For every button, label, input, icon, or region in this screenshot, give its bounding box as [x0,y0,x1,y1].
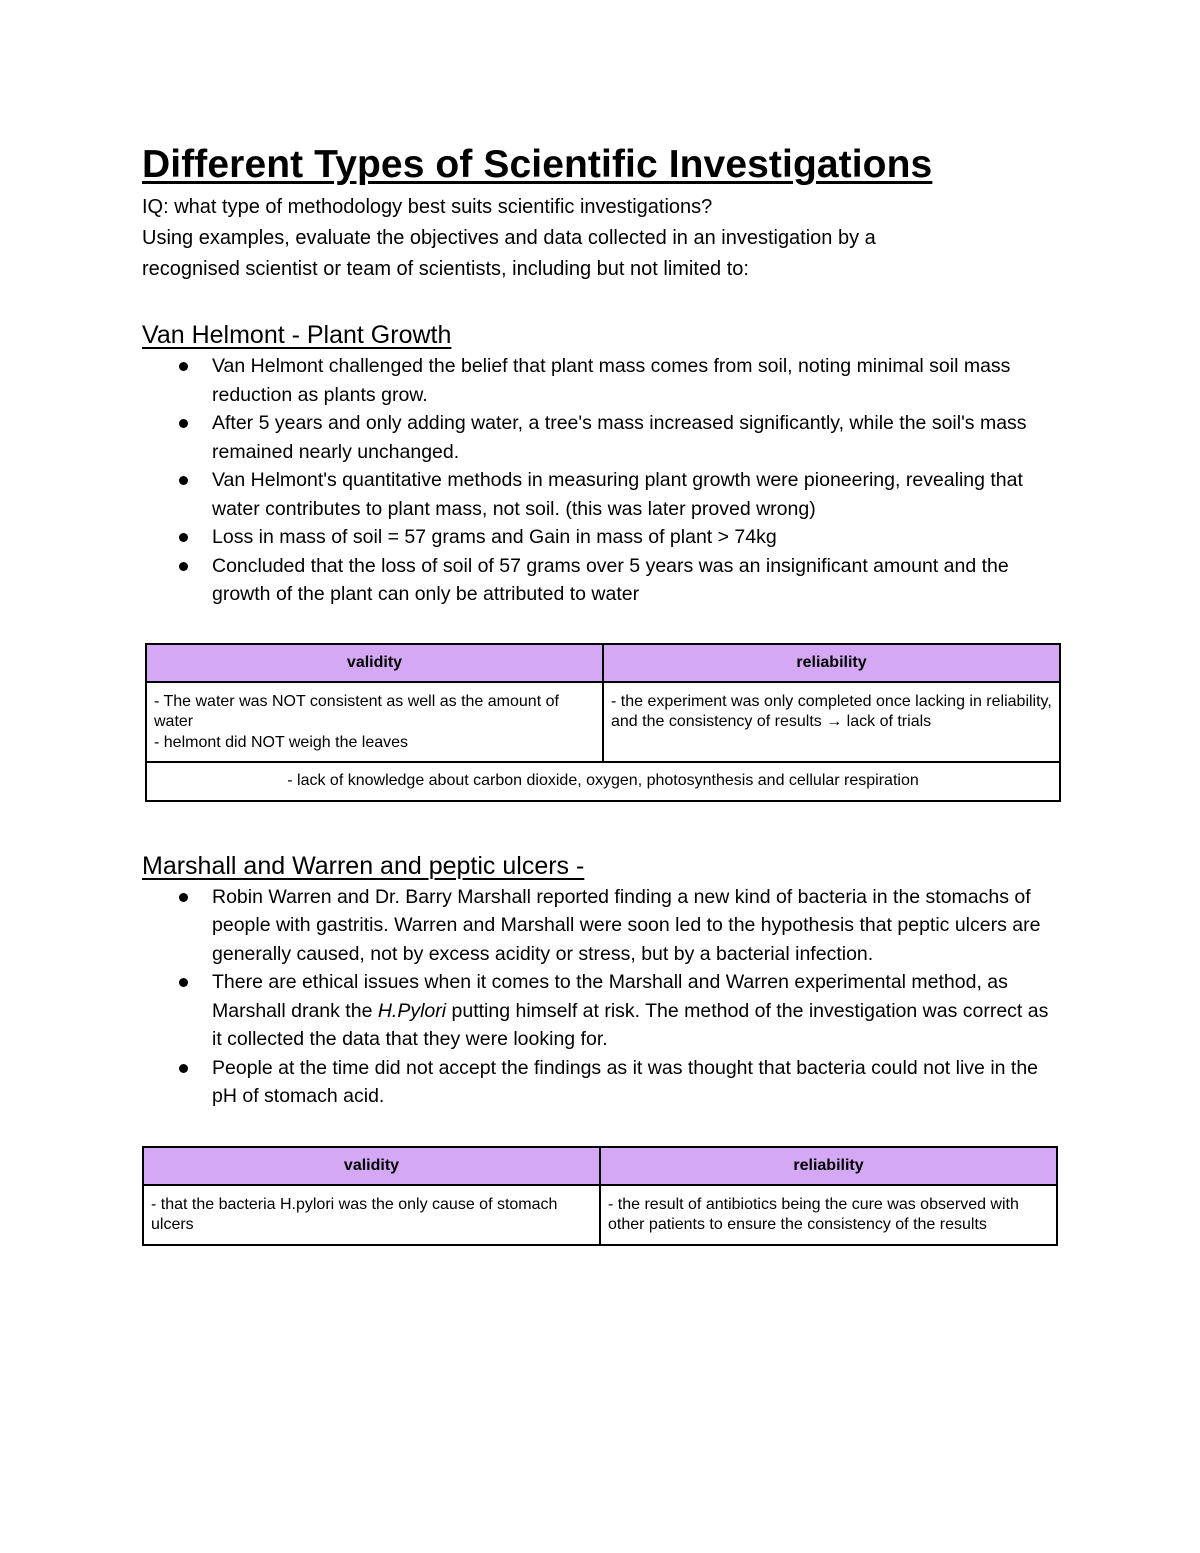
column-header-validity: validity [143,1147,600,1185]
bullet-icon [179,419,188,428]
list-item [212,968,1062,1054]
list-item-text-italic: H.Pylori [377,999,447,1022]
bullet-icon [179,562,188,571]
list-item [212,466,1062,523]
list-item-text: Robin Warren and Dr. Barry Marshall reported finding a new kind of bacteria in the stomachs of people with gastritis. Warren and Marshall were soon led to the hypothesis that peptic ulcers are generally caused, not by excess acidity or stress, but by a bacterial infection. [212,885,1041,965]
column-header-validity: validity [146,644,603,682]
section-marshall-warren [142,849,1062,1246]
list-item-text: Van Helmont's quantitative methods in measuring plant growth were pioneering, revealing that water contributes to plant mass, not soil. (this was later proved wrong) [212,469,1023,520]
section-van-helmont [142,318,1062,802]
list-item [212,552,1062,609]
bullet-icon [179,893,188,902]
column-header-reliability: reliability [600,1147,1057,1185]
bullet-icon [179,533,188,542]
table-row [143,1185,1057,1245]
cell-line: - the experiment was only completed once lacking in reliability, and the consistency of results → lack of trials [611,692,1052,730]
evaluation-table [145,643,1061,802]
table-header-row [146,644,1060,682]
section-heading: Van Helmont - Plant Growth [142,321,452,349]
intro-block [142,192,1062,285]
list-item-text: Van Helmont challenged the belief that plant mass comes from soil, noting minimal soil mass reduction as plants grow. [212,355,1011,406]
section-heading: Marshall and Warren and peptic ulcers - [142,851,585,880]
table-row [146,762,1060,801]
cell-line: - The water was NOT consistent as well as the amount of water [154,692,559,730]
list-item [212,409,1062,466]
validity-cell [143,1185,600,1245]
list-item-text-after: putting himself at risk. The method of the investigation was correct as it collected the data that they were looking for. [212,999,1049,1050]
list-item-text: People at the time did not accept the findings as it was thought that bacteria could not live in the pH of stomach acid. [212,1056,1039,1107]
table-header-row [143,1147,1057,1185]
list-item [212,1054,1062,1111]
bullet-list [142,352,1062,609]
bullet-icon [179,1064,188,1073]
list-item [212,352,1062,409]
cell-line: - that the bacteria H.pylori was the only cause of stomach ulcers [151,1195,558,1233]
inquiry-question: IQ: what type of methodology best suits scientific investigations? [142,196,713,218]
bullet-icon [179,978,188,987]
cell-line: - the result of antibiotics being the cure was observed with other patients to ensure the consistency of the results [608,1195,1019,1233]
list-item-text-before: There are ethical issues when it comes to the Marshall and Warren experimental method, as Marshall drank the [212,971,1008,1022]
bullet-icon [179,476,188,485]
list-item-text: Loss in mass of soil = 57 grams and Gain in mass of plant > 74kg [212,526,777,548]
cell-line: - helmont did NOT weigh the leaves [154,733,409,751]
list-item [212,523,1062,552]
evaluation-table [142,1146,1058,1246]
list-item-text: Concluded that the loss of soil of 57 grams over 5 years was an insignificant amount and the growth of the plant can only be attributed to water [212,554,1009,605]
bullet-list [142,883,1062,1111]
task-line-2: recognised scientist or team of scientists, including but not limited to: [142,258,749,280]
reliability-cell [603,682,1060,763]
list-item [212,883,1062,969]
reliability-cell [600,1185,1057,1245]
validity-cell [146,682,603,763]
column-header-reliability: reliability [603,644,1060,682]
page-title: Different Types of Scientific Investigations [142,143,933,186]
list-item-text: After 5 years and only adding water, a tree's mass increased significantly, while the soil's mass remained nearly unchanged. [212,412,1027,463]
table-row [146,682,1060,763]
bullet-icon [179,362,188,371]
document-page [142,140,1062,1246]
task-line-1: Using examples, evaluate the objectives and data collected in an investigation by a [142,227,876,249]
merged-cell: - lack of knowledge about carbon dioxide, oxygen, photosynthesis and cellular respiration [146,762,1060,801]
